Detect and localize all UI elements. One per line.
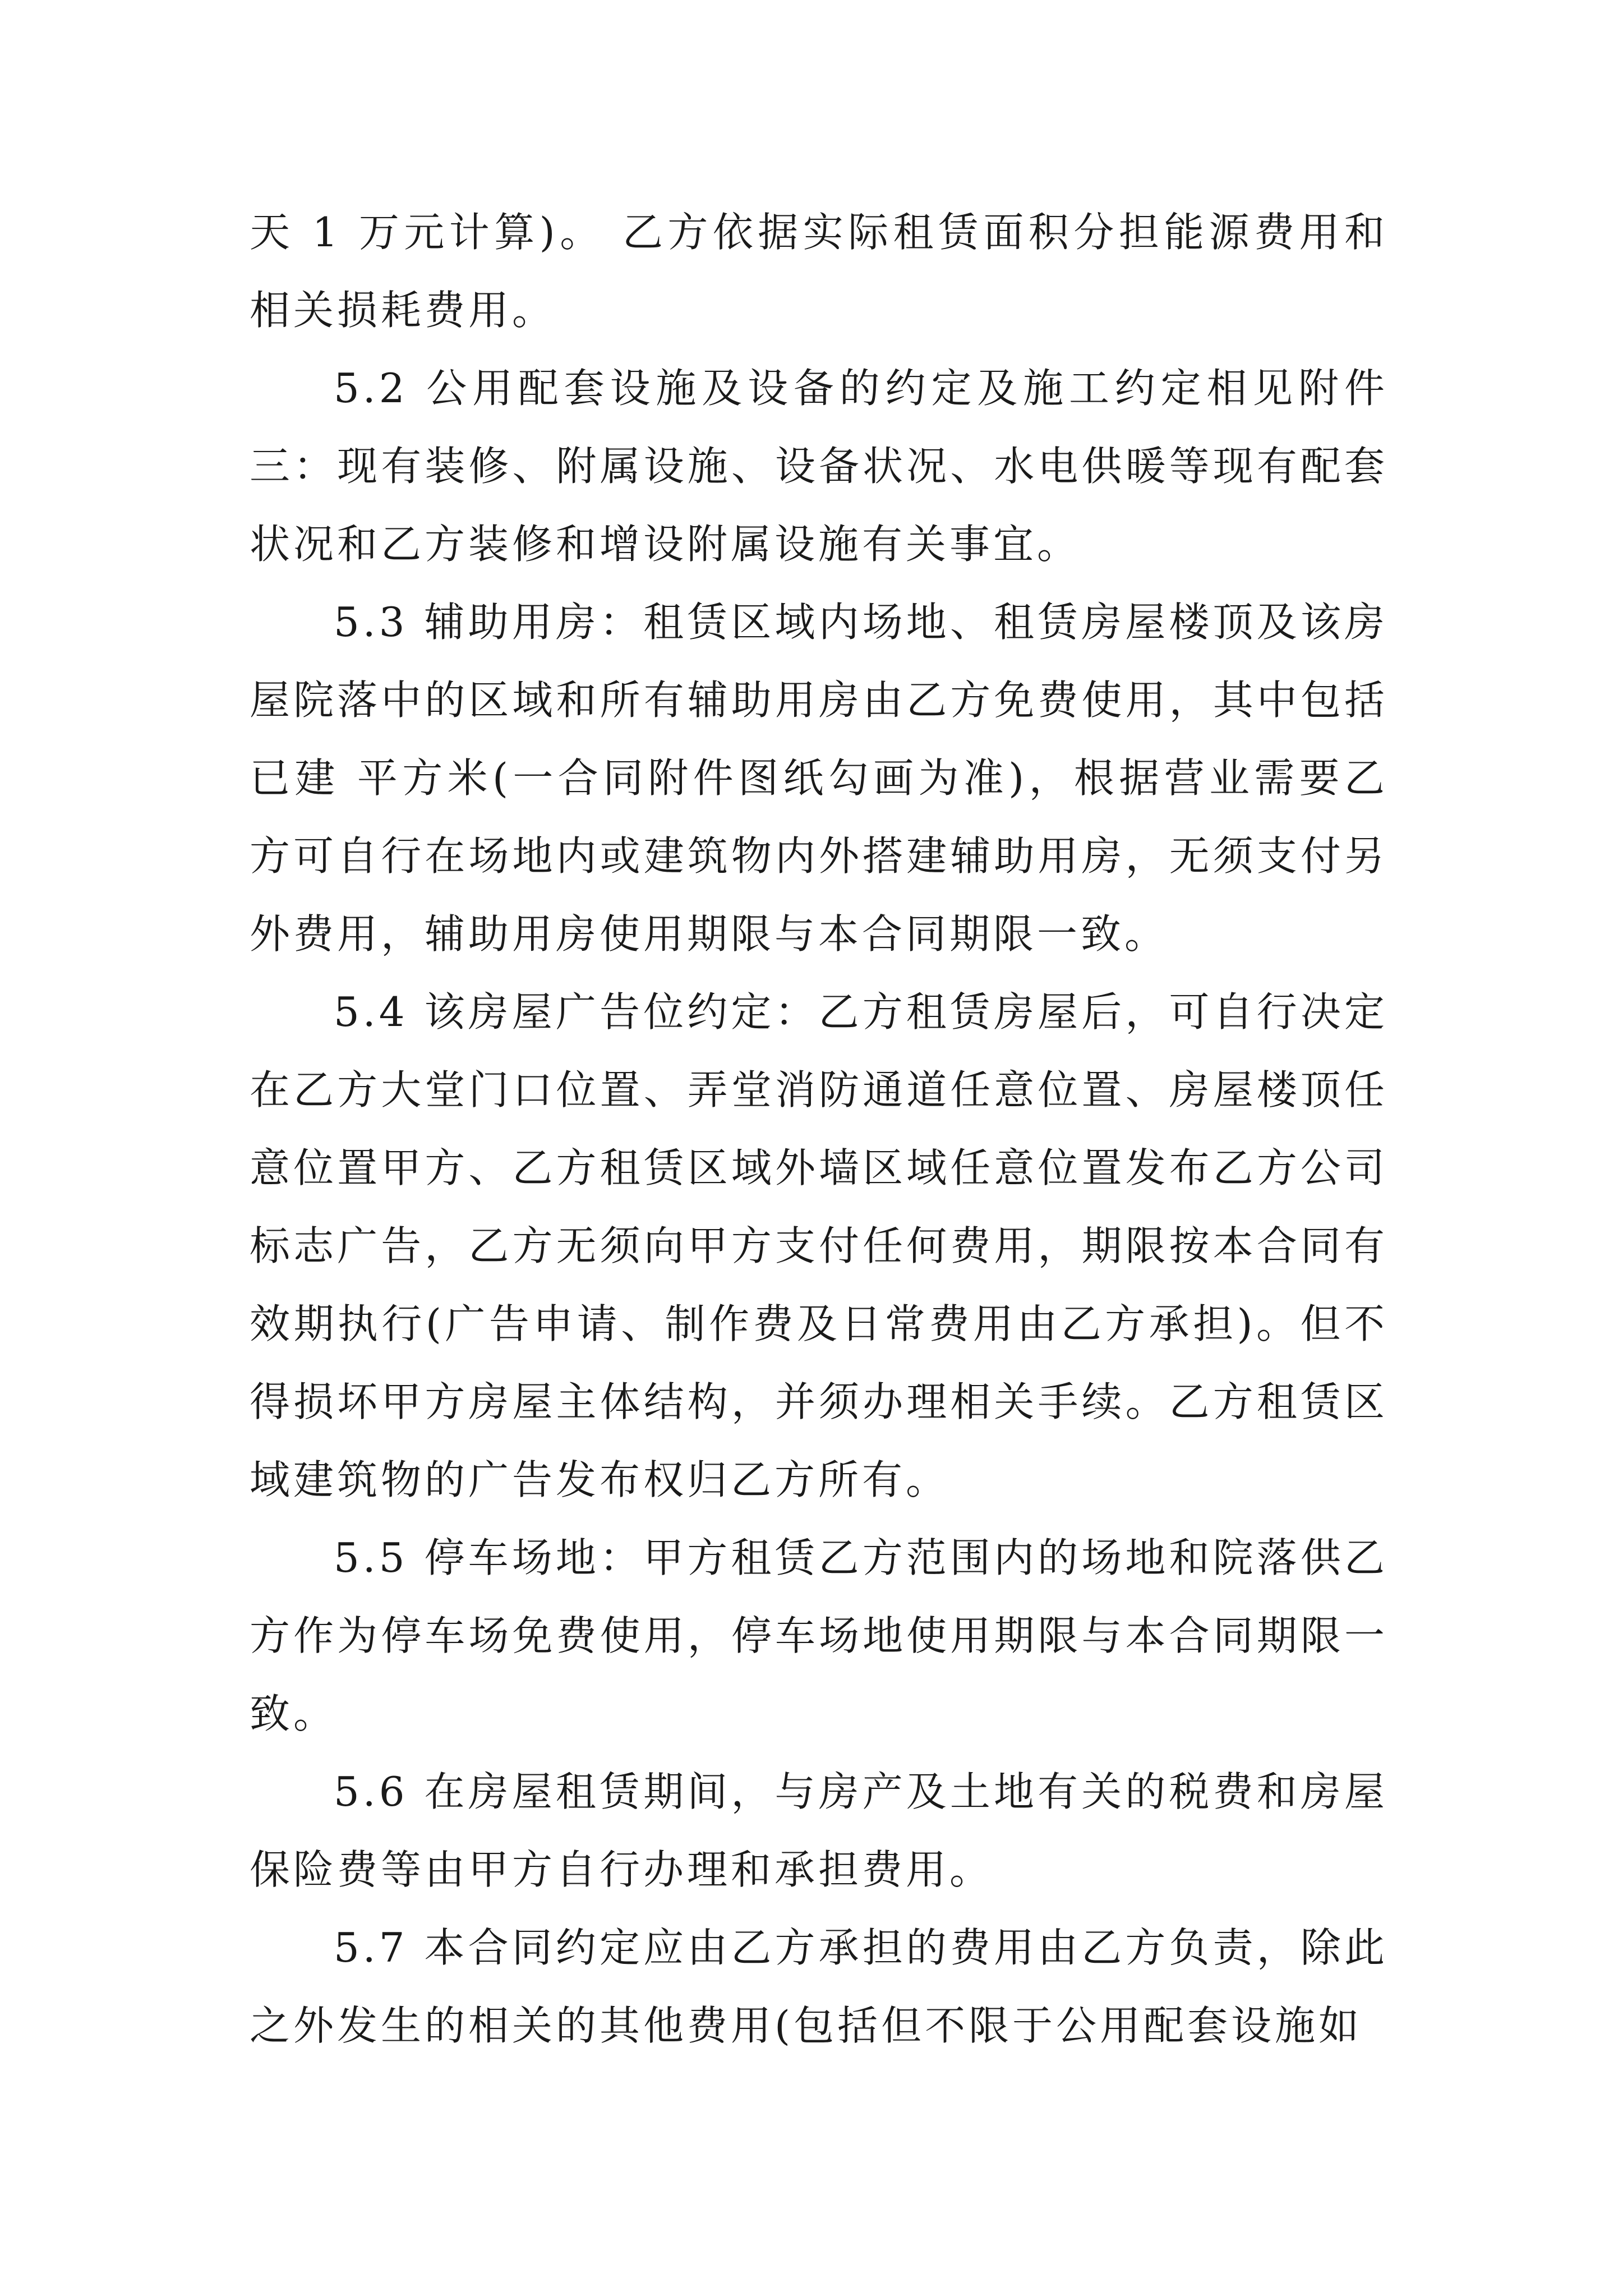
paragraph-5-7: 5.7 本合同约定应由乙方承担的费用由乙方负责，除此之外发生的相关的其他费用(包括但不限于公用配套设施如	[250, 1924, 1388, 2049]
paragraph-5-5: 5.5 停车场地：甲方租赁乙方范围内的场地和院落供乙方作为停车场免费使用，停车场地使用期限与本合同期限一致。	[250, 1534, 1388, 1737]
paragraph-5-2: 5.2 公用配套设施及设备的约定及施工约定相见附件三：现有装修、附属设施、设备状况、水电供暖等现有配套状况和乙方装修和增设附属设施有关事宜。	[250, 365, 1388, 568]
paragraph-5-4: 5.4 该房屋广告位约定：乙方租赁房屋后，可自行决定在乙方大堂门口位置、弄堂消防通道任意位置、房屋楼顶任意位置甲方、乙方租赁区域外墙区域任意位置发布乙方公司标志广告，乙方无须向甲方支付任何费用，期限按本合同有效期执行(广告申请、制作费及日常费用由乙方承担)。但不得损坏甲方房屋主体结构，并须办理相关手续。乙方租赁区域建筑物的广告发布权归乙方所有。	[250, 988, 1388, 1503]
paragraph-continuation: 天 1 万元计算)。 乙方依据实际租赁面积分担能源费用和相关损耗费用。	[250, 209, 1388, 334]
paragraph-5-6: 5.6 在房屋租赁期间，与房产及土地有关的税费和房屋保险费等由甲方自行办理和承担费用。	[250, 1768, 1388, 1893]
paragraph-5-3: 5.3 辅助用房：租赁区域内场地、租赁房屋楼顶及该房屋院落中的区域和所有辅助用房由乙方免费使用，其中包括已建 平方米(一合同附件图纸勾画为准)，根据营业需要乙方可自行在场地内或建筑物内外搭建辅助用房，无须支付另外费用，辅助用房使用期限与本合同期限一致。	[250, 599, 1388, 958]
document-body	[250, 194, 1388, 2065]
